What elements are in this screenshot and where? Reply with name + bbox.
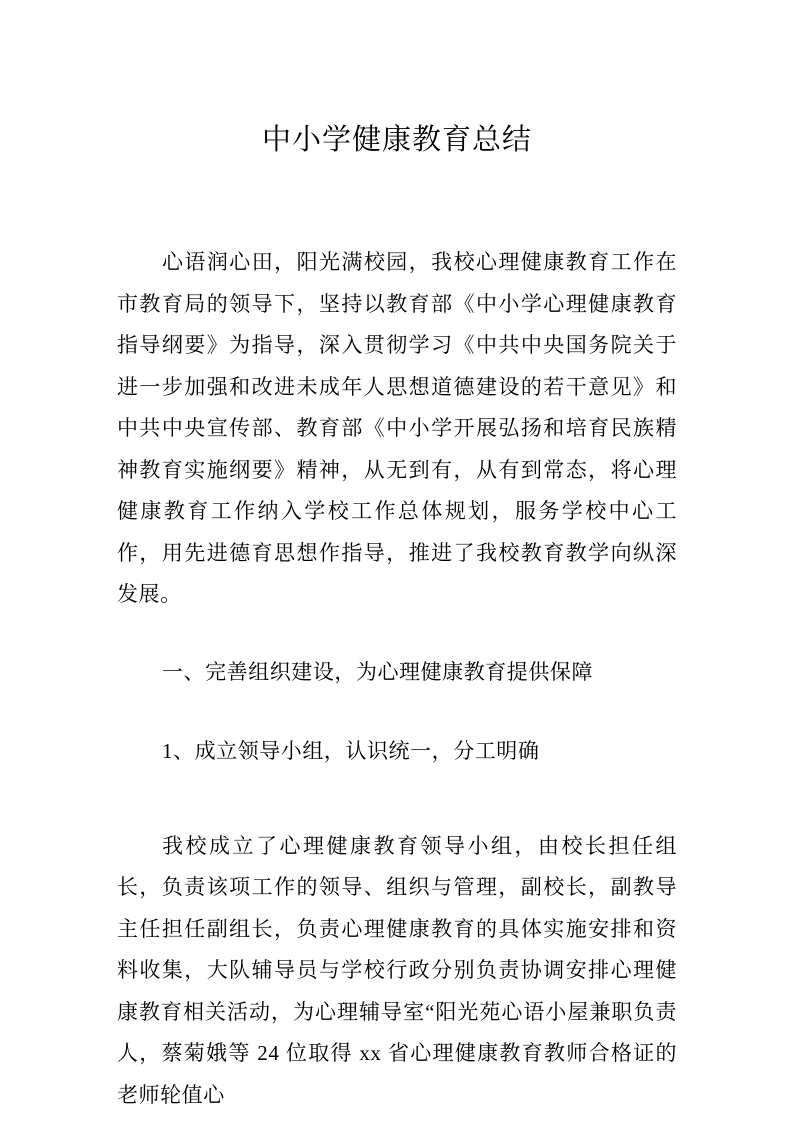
paragraph-leading-group: 我校成立了心理健康教育领导小组，由校长担任组长，负责该项工作的领导、组织与管理，副校长，副教导主任担任副组长，负责心理健康教育的具体实施安排和资料收集，大队辅导员与学校行政分别负责协调安排心理健康教育相关活动，为心理辅导室“阳光苑心语小屋兼职负责人，蔡菊娥等 24 位取得 xx 省心理健康教育教师合格证的老师轮值心: [117, 833, 677, 1107]
section-heading-one: 一、完善组织建设，为心理健康教育提供保障: [162, 659, 593, 684]
paragraph-intro: 心语润心田，阳光满校园，我校心理健康教育工作在市教育局的领导下，坚持以教育部《中小学心理健康教育指导纲要》为指导，深入贯彻学习《中共中央国务院关于进一步加强和改进未成年人思想道德建设的若干意见》和中共中央宣传部、教育部《中小学开展弘扬和培育民族精神教育实施纲要》精神，从无到有，从有到常态，将心理健康教育工作纳入学校工作总体规划，服务学校中心工作，用先进德育思想作指导，推进了我校教育教学向纵深发展。: [117, 250, 677, 606]
subsection-heading-1: 1、成立领导小组，认识统一，分工明确: [162, 739, 540, 763]
document-title: 中小学健康教育总结: [261, 124, 532, 156]
